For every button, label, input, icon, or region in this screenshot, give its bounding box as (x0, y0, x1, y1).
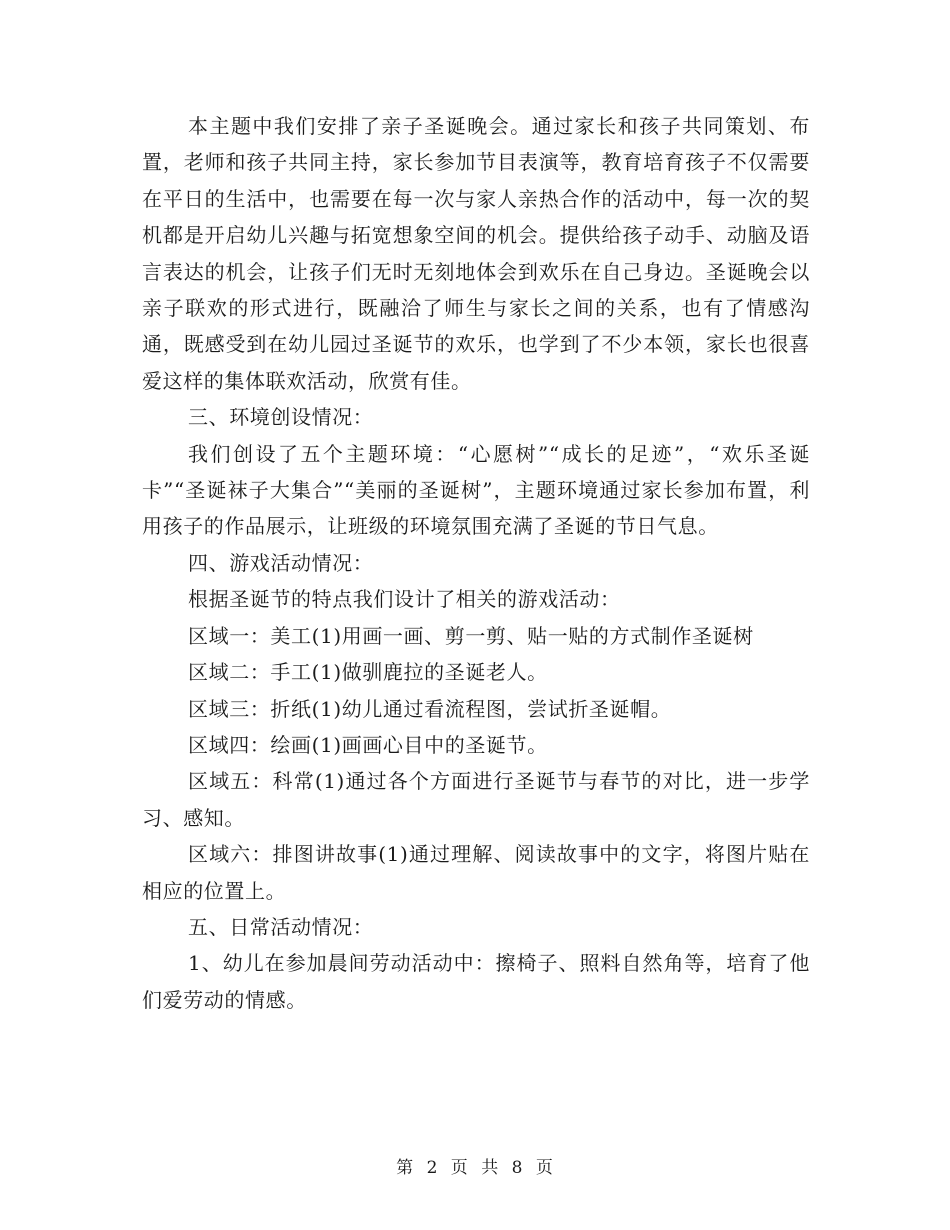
list-item-area-3: 区域三：折纸(1)幼儿通过看流程图，尝试折圣诞帽。 (188, 696, 672, 721)
list-item-area-1: 区域一：美工(1)用画一画、剪一剪、贴一贴的方式制作圣诞树 (188, 623, 754, 648)
list-item-area-6: 区域六：排图讲故事(1)通过理解、阅读故事中的文字，将图片贴在相应的位置上。 (142, 842, 810, 903)
paragraph-game-intro: 根据圣诞节的特点我们设计了相关的游戏活动： (188, 587, 621, 612)
heading-game-activities: 四、游戏活动情况： (188, 550, 374, 575)
page-footer: 第 2 页 共 8 页 (396, 1158, 554, 1178)
paragraph-environment: 我们创设了五个主题环境：“心愿树”“成长的足迹”，“欢乐圣诞卡”“圣诞袜子大集合”“美丽的圣诞树”，主题环境通过家长参加布置，利用孩子的作品展示，让班级的环境氛围充满了圣诞的节日气息。 (142, 441, 810, 539)
list-item-area-5: 区域五：科常(1)通过各个方面进行圣诞节与春节的对比，进一步学习、感知。 (142, 769, 810, 830)
list-item-area-4: 区域四：绘画(1)画画心目中的圣诞节。 (188, 732, 548, 757)
heading-daily-activities: 五、日常活动情况： (188, 914, 374, 939)
paragraph-daily-activity-1: 1、幼儿在参加晨间劳动活动中：擦椅子、照料自然角等，培育了他们爱劳动的情感。 (142, 951, 810, 1012)
list-item-area-2: 区域二：手工(1)做驯鹿拉的圣诞老人。 (188, 660, 548, 685)
heading-environment: 三、环境创设情况： (188, 405, 374, 430)
paragraph-christmas-party: 本主题中我们安排了亲子圣诞晚会。通过家长和孩子共同策划、布置，老师和孩子共同主持，家长参加节目表演等，教育培育孩子不仅需要在平日的生活中，也需要在每一次与家人亲热合作的活动中，每一次的契机都是开启幼儿兴趣与拓宽想象空间的机会。提供给孩子动手、动脑及语言表达的机会，让孩子们无时无刻地体会到欢乐在自己身边。圣诞晚会以亲子联欢的形式进行，既融洽了师生与家长之间的关系，也有了情感沟通，既感受到在幼儿园过圣诞节的欢乐，也学到了不少本领，家长也很喜爱这样的集体联欢活动，欣赏有佳。 (142, 114, 810, 393)
document-body (142, 108, 810, 1018)
